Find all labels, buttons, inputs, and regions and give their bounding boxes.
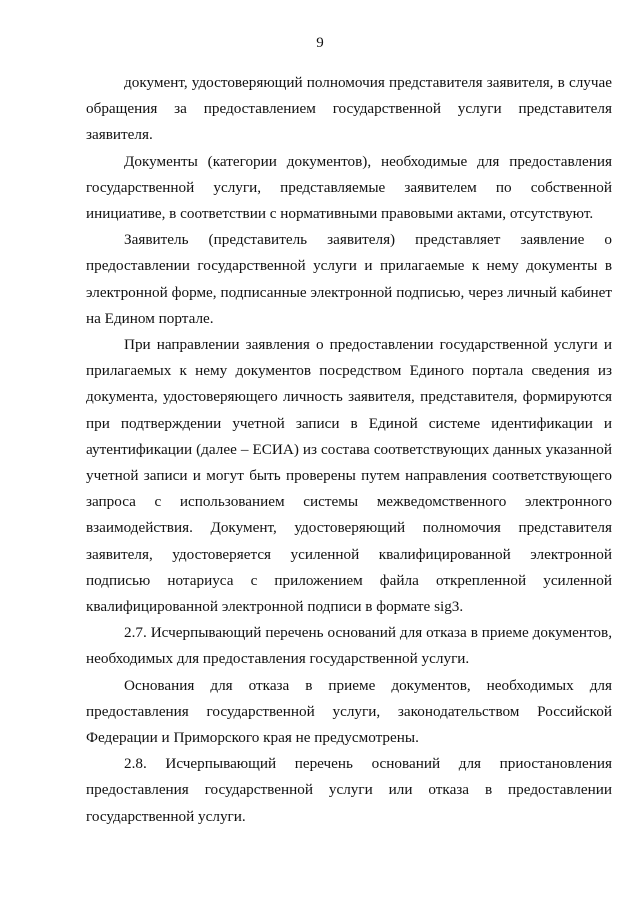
section-2-7-heading: 2.7. Исчерпывающий перечень оснований для отказа в приеме документов, необходимых для предоставления государственной услуги. — [86, 624, 612, 668]
section-2-8-heading: 2.8. Исчерпывающий перечень оснований для приостановления предоставления государственной услуги или отказа в предоставлении государственной услуги. — [86, 755, 612, 825]
paragraph-representative-document: документ, удостоверяющий полномочия представителя заявителя, в случае обращения за предоставлением государственной услуги представителя заявителя. — [86, 74, 612, 144]
paragraph-no-refusal-grounds: Основания для отказа в приеме документов, необходимых для предоставления государственной услуги, законодательством Российской Федерации и Приморского края не предусмотрены. — [86, 676, 612, 747]
paragraph-esia-identification: При направлении заявления о предоставлении государственной услуги и прилагаемых к нему документов посредством Единого портала сведения из документа, удостоверяющего личность заявителя, представителя, формируются при подтверждении учетной записи в Единой системе идентификации и аутентификации (далее – ЕСИА) из состава соответствующих данных указанной учетной записи и могут быть проверены путем направления соответствующего запроса с использованием системы межведомственного электронного взаимодействия. Документ, удостоверяющий полномочия представителя заявителя, удостоверяется усиленной квалифицированной электронной подписью нотариуса с приложением файла открепленной усиленной квалифицированной электронной подписи в формате sig3. — [86, 336, 612, 616]
paragraph-electronic-submission: Заявитель (представитель заявителя) представляет заявление о предоставлении государственной услуги и прилагаемые к нему документы в электронной форме, подписанные электронной подписью, через личный кабинет на Едином портале. — [86, 231, 612, 327]
page-number: 9 — [316, 35, 324, 51]
document-body — [86, 70, 612, 830]
paragraph-optional-documents: Документы (категории документов), необходимые для предоставления государственной услуги, представляемые заявителем по собственной инициативе, в соответствии с нормативными правовыми актами, отсутствуют. — [86, 152, 612, 223]
